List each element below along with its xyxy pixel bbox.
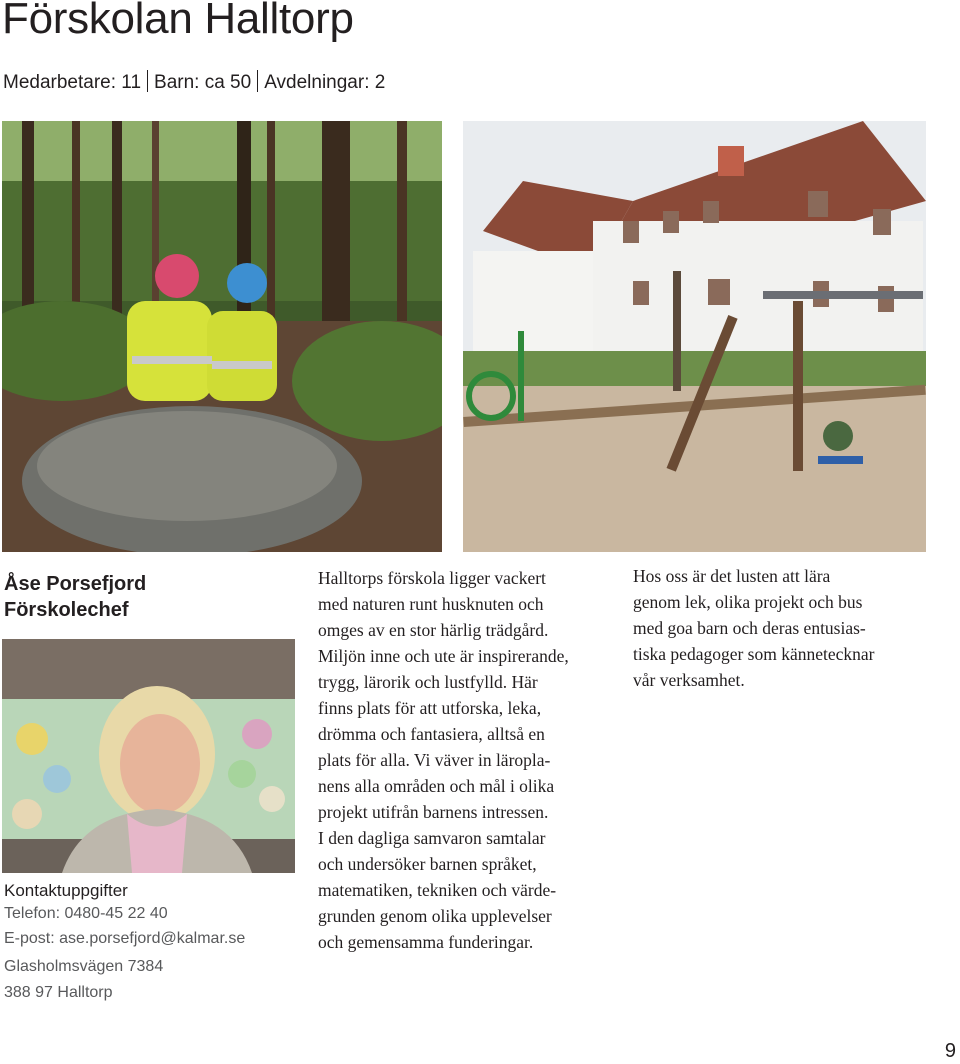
- text-line: med naturen runt husknuten och: [318, 594, 544, 614]
- text-line: trygg, lärorik och lustfylld. Här: [318, 672, 538, 692]
- text-line: Miljön inne och ute är inspirerande,: [318, 646, 569, 666]
- text-line: drömma och fantasiera, alltså en: [318, 724, 545, 744]
- contact-phone: Telefon: 0480-45 22 40: [4, 905, 168, 922]
- contact-name: Åse Porsefjord: [4, 573, 147, 595]
- text-line: grunden genom olika upplevelser: [318, 906, 552, 926]
- text-line: nens alla områden och mål i olika: [318, 776, 555, 796]
- contact-heading: Kontaktuppgifter: [4, 881, 128, 900]
- text-line: omges av en stor härlig trädgård.: [318, 620, 549, 640]
- text-line: finns plats för att utforska, leka,: [318, 698, 542, 718]
- forest-photo: [2, 121, 442, 552]
- page-title: Förskolan Halltorp: [2, 0, 354, 43]
- stat-divider: [147, 70, 148, 92]
- portrait-photo: [2, 639, 295, 873]
- text-line: genom lek, olika projekt och bus: [633, 592, 863, 612]
- text-line: projekt utifrån barnens intressen.: [318, 802, 549, 822]
- text-line: vår verksamhet.: [633, 670, 745, 690]
- contact-postal: 388 97 Halltorp: [4, 984, 113, 1001]
- contact-role: Förskolechef: [4, 599, 129, 621]
- body-text-right: [633, 563, 953, 693]
- page-number: 9: [944, 1040, 956, 1062]
- text-line: matematiken, tekniken och värde-: [318, 880, 557, 900]
- stats-line: [3, 70, 385, 94]
- text-line: tiska pedagoger som kännetecknar: [633, 644, 875, 664]
- text-line: I den dagliga samvaron samtalar: [318, 828, 546, 848]
- stat-staff: Medarbetare: 11: [3, 72, 142, 93]
- contact-email[interactable]: E-post: ase.porsefjord@kalmar.se: [4, 930, 246, 947]
- text-line: Hos oss är det lusten att lära: [633, 566, 831, 586]
- stat-departments: Avdelningar: 2: [264, 72, 386, 93]
- house-photo: [463, 121, 926, 552]
- text-line: med goa barn och deras entusias-: [633, 618, 866, 638]
- stat-divider: [257, 70, 258, 92]
- text-line: och undersöker barnen språket,: [318, 854, 537, 874]
- stat-children: Barn: ca 50: [154, 72, 252, 93]
- contact-street: Glasholmsvägen 7384: [4, 958, 164, 975]
- text-line: och gemensamma funderingar.: [318, 932, 534, 952]
- text-line: Halltorps förskola ligger vackert: [318, 568, 546, 588]
- body-text-middle: [318, 565, 618, 955]
- text-line: plats för alla. Vi väver in läropla-: [318, 750, 551, 770]
